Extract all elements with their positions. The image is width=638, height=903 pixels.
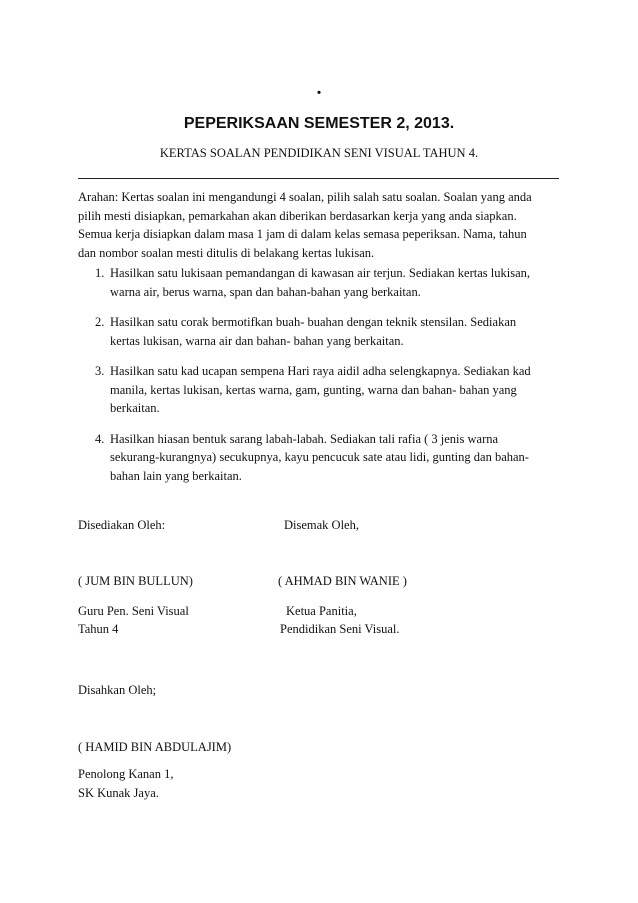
instructions-line: pilih mesti disiapkan, pemarkahan akan diberikan berdasarkan kerja yang anda siapkan. bbox=[78, 208, 517, 223]
horizontal-divider bbox=[78, 178, 559, 179]
question-item-2 bbox=[78, 313, 560, 350]
question-text-line: Hasilkan hiasan bentuk sarang labah-labah. Sediakan tali rafia ( 3 jenis warna bbox=[110, 431, 499, 446]
question-list bbox=[78, 264, 560, 497]
question-text-line: warna air, berus warna, span dan bahan-bahan yang berkaitan. bbox=[110, 284, 421, 299]
question-text-line: Hasilkan satu lukisaan pemandangan di kawasan air terjun. Sediakan kertas lukisan, bbox=[110, 266, 531, 280]
instructions-line: Arahan: Kertas soalan ini mengandungi 4 soalan, pilih salah satu soalan. Soalan yang anda bbox=[78, 190, 532, 204]
prepared-by-role: Guru Pen. Seni Visual bbox=[78, 604, 189, 618]
approved-by-role: SK Kunak Jaya. bbox=[78, 786, 159, 800]
checked-by-name: ( AHMAD BIN WANIE ) bbox=[278, 574, 407, 588]
question-text-line: berkaitan. bbox=[110, 401, 160, 415]
question-text-line: manila, kertas lukisan, kertas warna, gam, gunting, warna dan bahan- bahan yang bbox=[110, 382, 517, 397]
checked-by-role: Pendidikan Seni Visual. bbox=[280, 622, 400, 636]
approved-by-role: Penolong Kanan 1, bbox=[78, 767, 174, 781]
instructions-paragraph bbox=[78, 188, 560, 262]
question-item-4 bbox=[78, 430, 560, 486]
question-text-line: Hasilkan satu kad ucapan sempena Hari raya aidil adha selengkapnya. Sediakan kad bbox=[110, 364, 531, 378]
prepared-by-name: ( JUM BIN BULLUN) bbox=[78, 574, 193, 588]
question-text-line: kertas lukisan, warna air dan bahan- bahan yang berkaitan. bbox=[110, 333, 404, 348]
question-text-line: Hasilkan satu corak bermotifkan buah- buahan dengan teknik stensilan. Sediakan bbox=[110, 315, 517, 329]
instructions-line: dan nombor soalan mesti ditulis di belakang kertas lukisan. bbox=[78, 245, 375, 260]
header-dot: . bbox=[316, 77, 322, 99]
question-item-3 bbox=[78, 362, 560, 418]
page-subtitle: KERTAS SOALAN PENDIDIKAN SENI VISUAL TAHUN 4. bbox=[159, 146, 479, 160]
approved-by-name: ( HAMID BIN ABDULAJIM) bbox=[78, 740, 232, 754]
question-text-line: bahan lain yang berkaitan. bbox=[110, 468, 242, 483]
prepared-by-role: Tahun 4 bbox=[78, 622, 119, 636]
question-number: 3. bbox=[95, 364, 105, 378]
question-number: 4. bbox=[95, 431, 105, 446]
page-title: PEPERIKSAAN SEMESTER 2, 2013. bbox=[183, 115, 455, 132]
question-number: 2. bbox=[95, 315, 105, 329]
question-number: 1. bbox=[95, 266, 105, 280]
instructions-line: Semua kerja disiapkan dalam masa 1 jam di dalam kelas semasa peperiksan. Nama, tahun bbox=[78, 227, 527, 241]
question-text-line: sekurang-kurangnya) secukupnya, kayu pencucuk sate atau lidi, gunting dan bahan- bbox=[110, 450, 529, 464]
checked-by-role: Ketua Panitia, bbox=[286, 604, 357, 618]
prepared-by-label: Disediakan Oleh: bbox=[78, 518, 166, 532]
checked-by-label: Disemak Oleh, bbox=[284, 518, 359, 532]
approved-by-label: Disahkan Oleh; bbox=[78, 683, 157, 697]
question-item-1 bbox=[78, 264, 560, 301]
